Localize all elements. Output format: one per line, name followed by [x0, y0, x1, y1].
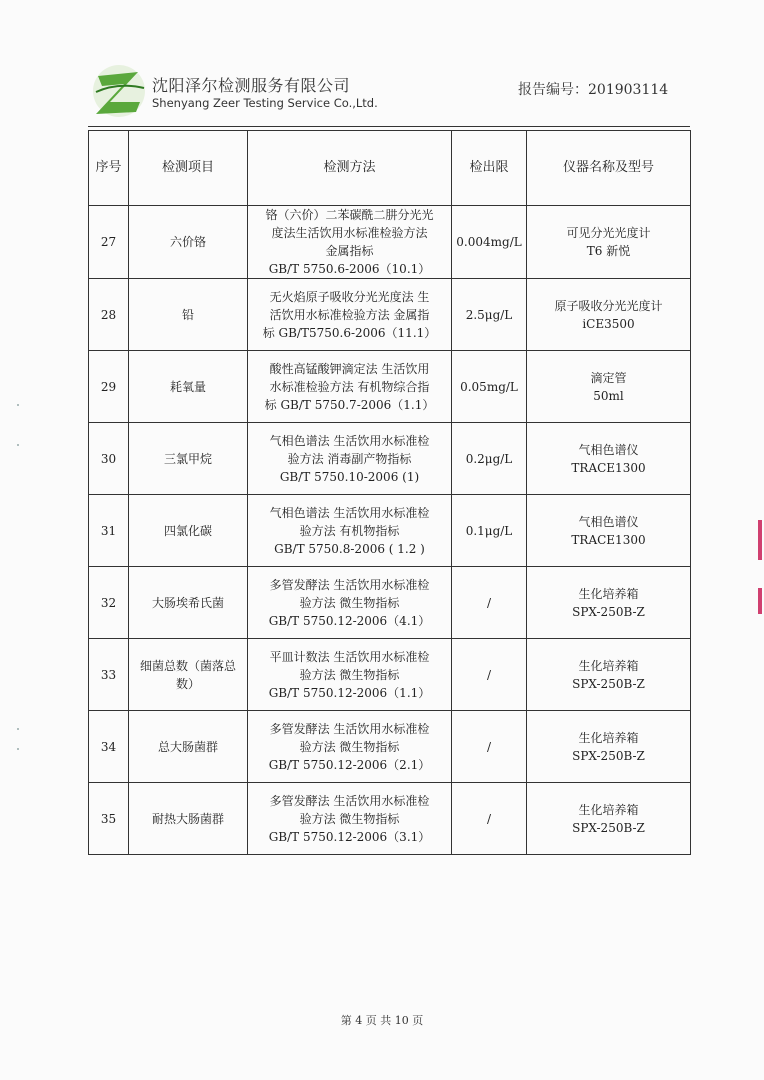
row-item: 三氯甲烷: [129, 423, 248, 495]
cell-line: 生化培养箱: [578, 730, 639, 745]
cell-line: 标 GB/T 5750.7-2006（1.1）: [264, 397, 435, 412]
cell-line: SPX-250B-Z: [572, 676, 645, 691]
row-no: 30: [89, 423, 129, 495]
row-method: [248, 639, 452, 711]
cell-line: 滴定管: [590, 370, 627, 385]
row-no: 31: [89, 495, 129, 567]
company-name-en: Shenyang Zeer Testing Service Co.,Ltd.: [152, 96, 378, 110]
row-item: 大肠埃希氏菌: [129, 567, 248, 639]
cell-line: 验方法 消毒副产物指标: [287, 451, 412, 466]
row-no: 35: [89, 783, 129, 855]
cell-line: T6 新悦: [586, 244, 631, 258]
cell-line: 多管发酵法 生活饮用水标准检: [269, 793, 430, 808]
cell-line: 生化培养箱: [578, 802, 639, 817]
row-instrument: [527, 279, 691, 351]
row-no: 27: [89, 206, 129, 279]
row-item: 总大肠菌群: [129, 711, 248, 783]
cell-line: 酸性高锰酸钾滴定法 生活饮用: [269, 361, 430, 376]
row-instrument: [527, 206, 691, 279]
row-instrument: [527, 495, 691, 567]
scan-dot: [17, 404, 19, 406]
cell-line: TRACE1300: [571, 532, 646, 547]
cell-line: 平皿计数法 生活饮用水标准检: [269, 649, 430, 664]
cell-line: 气相色谱法 生活饮用水标准检: [269, 505, 430, 520]
row-no: 28: [89, 279, 129, 351]
row-item: 耐热大肠菌群: [129, 783, 248, 855]
cell-line: 验方法 有机物指标: [299, 523, 400, 538]
cell-line: SPX-250B-Z: [572, 604, 645, 619]
company-logo-icon: [88, 62, 150, 120]
row-limit: 0.2μg/L: [452, 423, 527, 495]
cell-line: 可见分光光度计: [566, 226, 651, 240]
col-header-limit: 检出限: [452, 131, 527, 206]
row-item: 耗氧量: [129, 351, 248, 423]
cell-line: 生化培养箱: [578, 586, 639, 601]
row-instrument: [527, 423, 691, 495]
scan-dot: [17, 444, 19, 446]
row-method: [248, 423, 452, 495]
row-limit: 0.004mg/L: [452, 206, 527, 279]
row-limit: 2.5μg/L: [452, 279, 527, 351]
table-row: [89, 711, 691, 783]
cell-line: 50ml: [593, 388, 624, 403]
row-item: 四氯化碳: [129, 495, 248, 567]
cell-line: 验方法 微生物指标: [299, 667, 400, 682]
table-row: [89, 351, 691, 423]
cell-line: 气相色谱仪: [578, 442, 639, 457]
row-item: 细菌总数（菌落总数）: [129, 639, 248, 711]
cell-line: 气相色谱仪: [578, 514, 639, 529]
cell-line: 标 GB/T5750.6-2006（11.1）: [262, 325, 437, 340]
row-no: 34: [89, 711, 129, 783]
row-method: [248, 711, 452, 783]
table-row: [89, 495, 691, 567]
cell-line: GB/T 5750.12-2006（3.1）: [268, 829, 431, 844]
table-row: [89, 783, 691, 855]
row-instrument: [527, 351, 691, 423]
cell-line: 活饮用水标准检验方法 金属指: [269, 307, 430, 322]
col-header-method: 检测方法: [248, 131, 452, 206]
table-row: [89, 423, 691, 495]
cell-line: 验方法 微生物指标: [299, 595, 400, 610]
cell-line: GB/T 5750.12-2006（2.1）: [268, 757, 431, 772]
cell-line: GB/T 5750.12-2006（4.1）: [268, 613, 431, 628]
row-no: 29: [89, 351, 129, 423]
row-method: [248, 351, 452, 423]
page-footer: 第 4 页 共 10 页: [340, 1014, 424, 1027]
row-no: 33: [89, 639, 129, 711]
row-method: [248, 279, 452, 351]
cell-line: TRACE1300: [571, 460, 646, 475]
row-limit: /: [452, 567, 527, 639]
row-limit: /: [452, 711, 527, 783]
cell-line: 验方法 微生物指标: [299, 739, 400, 754]
col-header-no: 序号: [89, 131, 129, 206]
edge-stamp-mark: [758, 520, 762, 560]
table-row: [89, 279, 691, 351]
cell-line: GB/T 5750.6-2006（10.1）: [268, 262, 431, 276]
cell-line: 水标准检验方法 有机物综合指: [269, 379, 430, 394]
row-no: 32: [89, 567, 129, 639]
table-header-row: [89, 131, 691, 206]
row-method: [248, 567, 452, 639]
cell-line: 气相色谱法 生活饮用水标准检: [269, 433, 430, 448]
row-limit: /: [452, 639, 527, 711]
table-row: [89, 567, 691, 639]
row-limit: 0.05mg/L: [452, 351, 527, 423]
row-limit: 0.1μg/L: [452, 495, 527, 567]
row-method: [248, 783, 452, 855]
results-table: [88, 130, 691, 855]
row-item: 铅: [129, 279, 248, 351]
cell-line: iCE3500: [582, 316, 635, 331]
row-method: [248, 495, 452, 567]
row-method: [248, 206, 452, 279]
cell-line: 铬（六价）二苯碳酰二肼分光光: [265, 208, 434, 222]
row-instrument: [527, 711, 691, 783]
row-instrument: [527, 783, 691, 855]
cell-line: 无火焰原子吸收分光光度法 生: [269, 289, 430, 304]
scan-dot: [17, 728, 19, 730]
cell-line: 金属指标: [325, 244, 374, 258]
cell-line: 多管发酵法 生活饮用水标准检: [269, 721, 430, 736]
scan-dot: [17, 748, 19, 750]
cell-line: 多管发酵法 生活饮用水标准检: [269, 577, 430, 592]
cell-line: 生化培养箱: [578, 658, 639, 673]
table-row: [89, 639, 691, 711]
cell-line: SPX-250B-Z: [572, 820, 645, 835]
cell-line: GB/T 5750.10-2006 (1): [279, 469, 420, 484]
row-limit: /: [452, 783, 527, 855]
cell-line: GB/T 5750.12-2006（1.1）: [268, 685, 431, 700]
header-rule: [88, 126, 690, 127]
cell-line: 原子吸收分光光度计: [554, 298, 663, 313]
col-header-item: 检测项目: [129, 131, 248, 206]
col-header-instrument: 仪器名称及型号: [527, 131, 691, 206]
cell-line: GB/T 5750.8-2006 ( 1.2 ): [274, 541, 425, 556]
row-instrument: [527, 639, 691, 711]
cell-line: 度法生活饮用水标准检验方法: [271, 226, 428, 240]
cell-line: SPX-250B-Z: [572, 748, 645, 763]
row-instrument: [527, 567, 691, 639]
company-name-cn: 沈阳泽尔检测服务有限公司: [152, 76, 351, 95]
table-row: [89, 206, 691, 279]
row-item: 六价铬: [129, 206, 248, 279]
report-number: 报告编号：201903114: [518, 82, 669, 98]
cell-line: 验方法 微生物指标: [299, 811, 400, 826]
edge-stamp-mark: [758, 588, 762, 614]
